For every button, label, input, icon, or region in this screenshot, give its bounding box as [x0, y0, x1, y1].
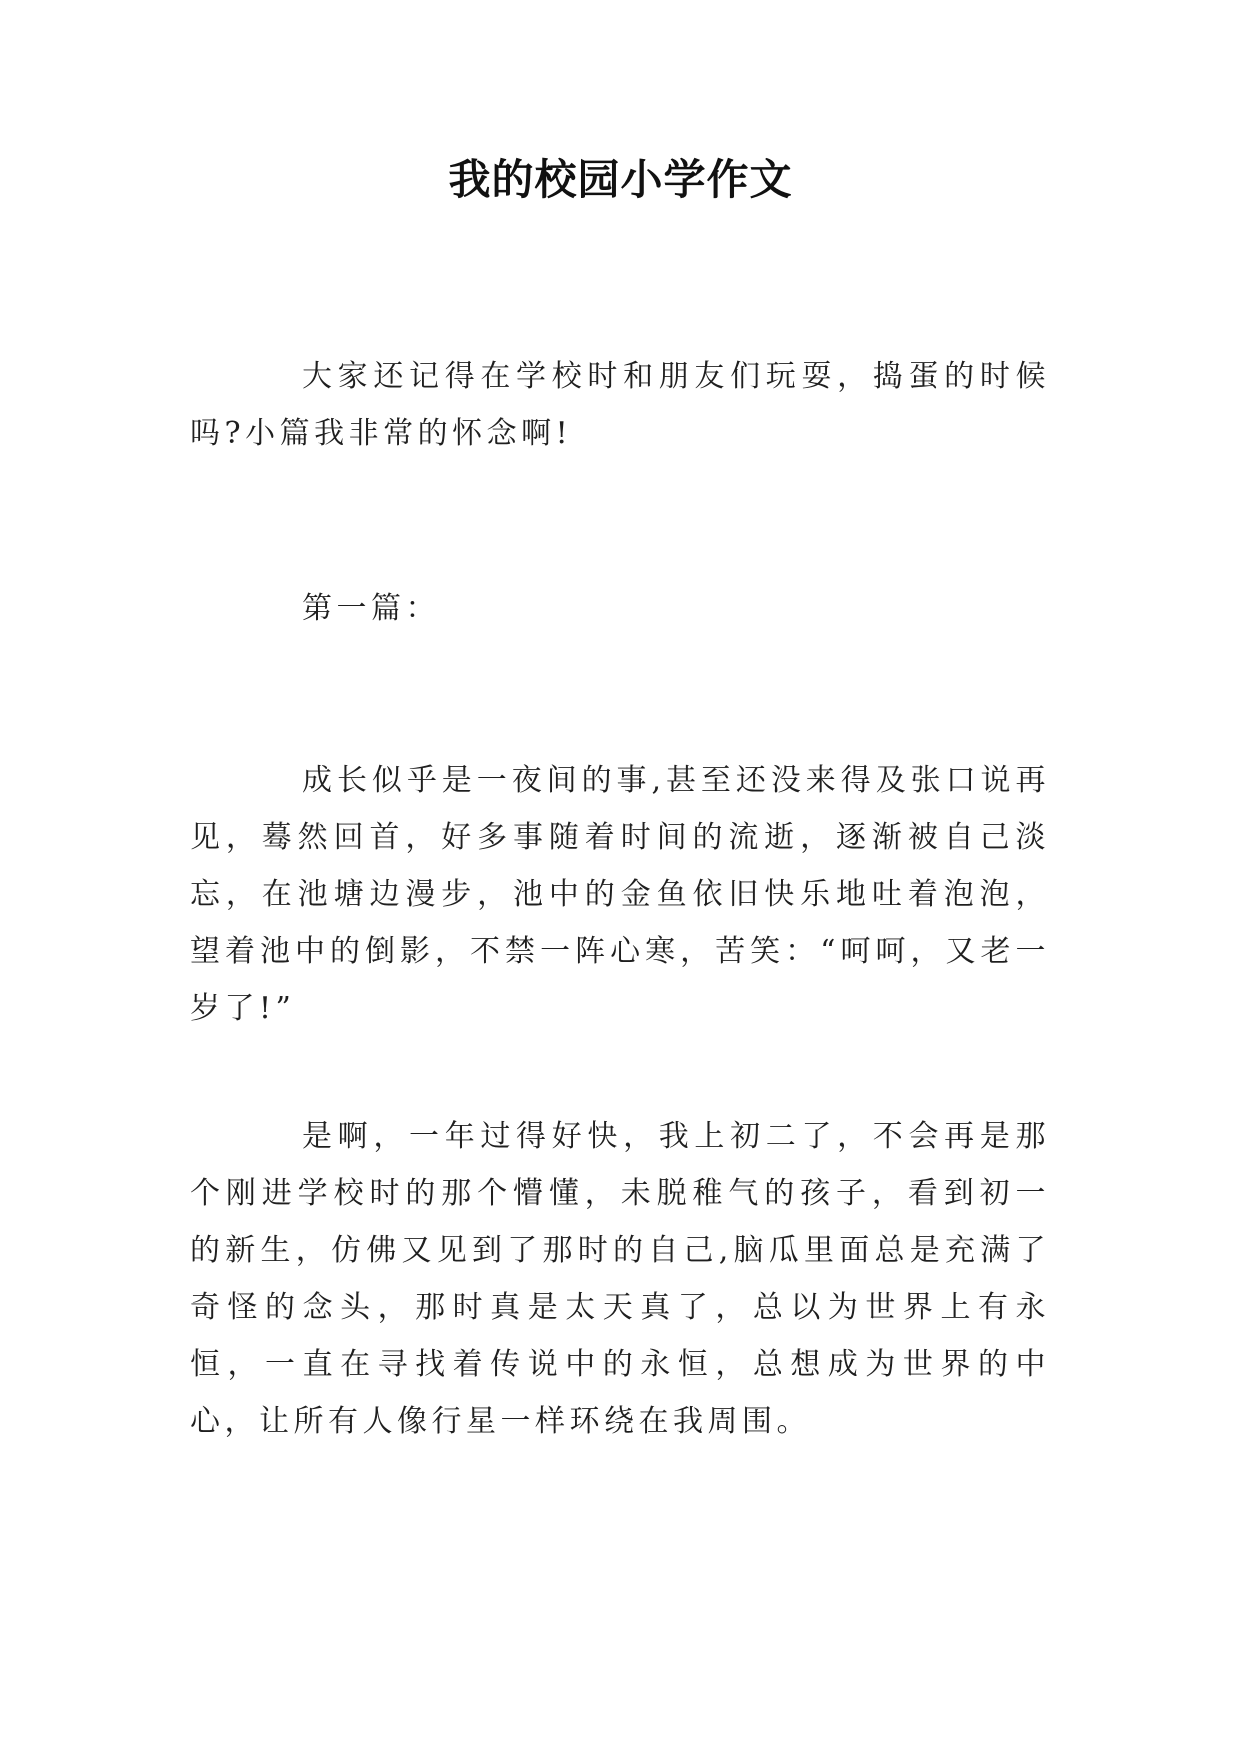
document-title: 我的校园小学作文 [448, 155, 793, 204]
body-paragraph: 是啊，一年过得好快，我上初二了，不会再是那个刚进学校时的那个懵懂，未脱稚气的孩子，看到初一的新生，仿佛又见到了那时的自己,脑瓜里面总是充满了奇怪的念头，那时真是太天真了，总以为世界上有永恒，一直在寻找着传说中的永恒，总想成为世界的中心，让所有人像行星一样环绕在我周围。 [190, 1119, 1050, 1439]
section-heading: 第一篇： [302, 591, 440, 626]
body-paragraph: 成长似乎是一夜间的事,甚至还没来得及张口说再见，蓦然回首，好多事随着时间的流逝，逐渐被自己淡忘，在池塘边漫步，池中的金鱼依旧快乐地吐着泡泡，望着池中的倒影，不禁一阵心寒，苦笑：“呵呵，又老一岁了!” [190, 763, 1050, 1026]
intro-paragraph: 大家还记得在学校时和朋友们玩耍，捣蛋的时候吗?小篇我非常的怀念啊! [190, 359, 1050, 451]
